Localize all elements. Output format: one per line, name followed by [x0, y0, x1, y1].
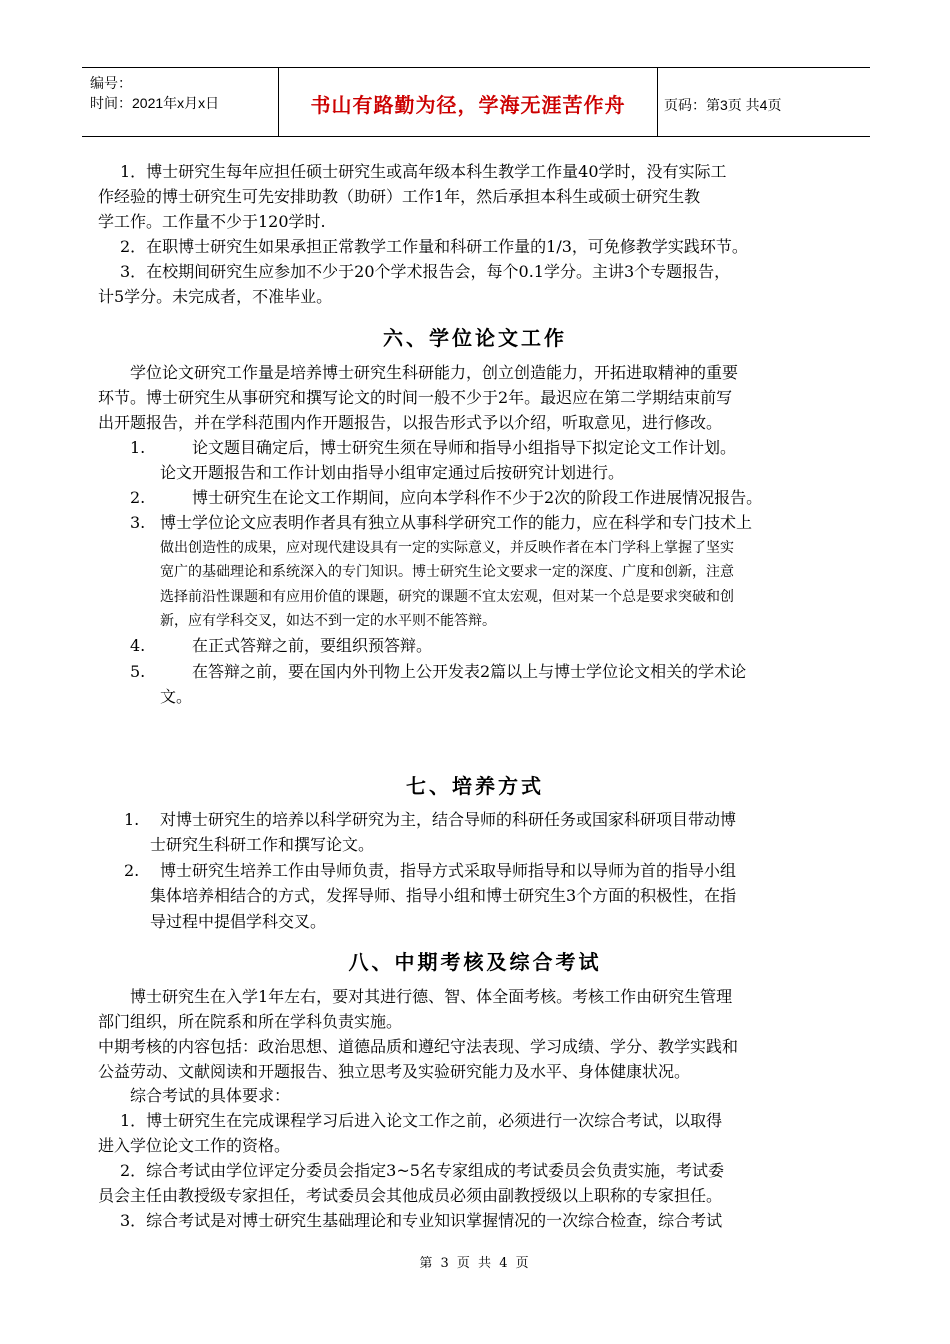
- sec8-line-8: 2．综合考试由学位评定分委员会指定3~5名专家组成的考试委员会负责实施，考试委: [120, 1161, 724, 1180]
- sec8-line-7: 进入学位论文工作的资格。: [98, 1136, 291, 1155]
- sec6-para-line-2: 环节。博士研究生从事研究和撰写论文的时间一般不少于2年。最迟应在第二学期结束前写: [98, 388, 733, 407]
- section-8-title: 八、中期考核及综合考试: [348, 950, 602, 974]
- sec6-item-5-line-2: 文。: [160, 687, 193, 706]
- sec6-para-line-3: 出开题报告，并在学科范围内作开题报告，以报告形式予以介绍，听取意见，进行修改。: [98, 413, 723, 432]
- sec6-item-3-line-2: 做出创造性的成果，应对现代建设具有一定的实际意义，并反映作者在本门学科上掌握了坚实: [160, 540, 734, 556]
- sec6-item-2-number: 2.: [130, 488, 146, 507]
- intro-item-2-line-1: 2．在职博士研究生如果承担正常教学工作量和科研工作量的1/3，可免修教学实践环节。: [120, 237, 748, 256]
- sec8-line-9: 员会主任由教授级专家担任，考试委员会其他成员必须由副教授级以上职称的专家担任。: [98, 1186, 723, 1205]
- sec6-item-5-line-1: 在答辩之前，要在国内外刊物上公开发表2篇以上与博士学位论文相关的学术论: [192, 662, 747, 681]
- sec6-item-4-number: 4.: [130, 636, 146, 655]
- sec7-item-1-line-1: 对博士研究生的培养以科学研究为主，结合导师的科研任务或国家科研项目带动博: [160, 810, 737, 829]
- sec7-item-2-line-1: 博士研究生培养工作由导师负责，指导方式采取导师指导和以导师为首的指导小组: [160, 861, 737, 880]
- sec6-item-4-line-1: 在正式答辩之前，要组织预答辩。: [192, 636, 433, 655]
- sec6-item-3-number: 3.: [130, 513, 146, 532]
- sec6-item-3-line-1: 博士学位论文应表明作者具有独立从事科学研究工作的能力，应在科学和专门技术上: [160, 513, 753, 532]
- intro-item-3-line-1: 3．在校期间研究生应参加不少于20个学术报告会，每个0.1学分。主讲3个专题报告，: [120, 262, 731, 281]
- sec6-item-3-line-5: 新，应有学科交叉，如达不到一定的水平则不能答辩。: [160, 613, 496, 629]
- sec6-item-1-number: 1.: [130, 438, 146, 457]
- header-page-cell: [658, 68, 870, 136]
- sec8-line-4: 公益劳动、文献阅读和开题报告、独立思考及实验研究能力及水平、身体健康状况。: [98, 1062, 691, 1081]
- sec7-item-2-line-2: 集体培养相结合的方式，发挥导师、指导小组和博士研究生3个方面的积极性，在指: [150, 886, 737, 905]
- section-7-title: 七、培养方式: [406, 774, 544, 798]
- sec6-item-3-line-3: 宽广的基础理论和系统深入的专门知识。博士研究生论文要求一定的深度、广度和创新，注意: [160, 564, 734, 580]
- sec7-item-2-number: 2.: [124, 861, 140, 880]
- sec8-line-1: 博士研究生在入学1年左右，要对其进行德、智、体全面考核。考核工作由研究生管理: [130, 987, 733, 1006]
- document-number-label: 编号：: [90, 75, 132, 91]
- header-page-label: 页码：第3页 共4页: [664, 97, 782, 113]
- intro-item-1-line-1: 1．博士研究生每年应担任硕士研究生或高年级本科生教学工作量40学时，没有实际工: [120, 162, 727, 181]
- sec8-line-3: 中期考核的内容包括：政治思想、道德品质和遵纪守法表现、学习成绩、学分、教学实践和: [98, 1037, 739, 1056]
- intro-item-1-line-2: 作经验的博士研究生可先安排助教（助研）工作1年，然后承担本科生或硕士研究生教: [98, 187, 701, 206]
- page-footer: 第 3 页 共 4 页: [419, 1256, 531, 1271]
- sec6-item-1-line-2: 论文开题报告和工作计划由指导小组审定通过后按研究计划进行。: [160, 463, 625, 482]
- header-motto-cell: [279, 68, 658, 136]
- sec8-line-5: 综合考试的具体要求：: [130, 1086, 291, 1105]
- document-time-label: 时间：2021年x月x日: [90, 95, 220, 111]
- page-header: [82, 67, 870, 137]
- sec6-para-line-1: 学位论文研究工作量是培养博士研究生科研能力，创立创造能力，开拓进取精神的重要: [130, 363, 739, 382]
- header-left-cell: [82, 68, 279, 136]
- header-motto: 书山有路勤为径，学海无涯苦作舟: [310, 93, 626, 117]
- intro-item-1-line-3: 学工作。工作量不少于120学时.: [98, 212, 326, 231]
- sec6-item-5-number: 5.: [130, 662, 146, 681]
- sec6-item-1-line-1: 论文题目确定后，博士研究生须在导师和指导小组指导下拟定论文工作计划。: [192, 438, 737, 457]
- sec6-item-3-line-4: 选择前沿性课题和有应用价值的课题，研究的课题不宜太宏观，但对某一个总是要求突破和创: [160, 589, 734, 605]
- intro-item-3-line-2: 计5学分。未完成者，不准毕业。: [98, 287, 333, 306]
- sec7-item-1-line-2: 士研究生科研工作和撰写论文。: [150, 835, 375, 854]
- sec7-item-1-number: 1.: [124, 810, 140, 829]
- sec8-line-2: 部门组织，所在院系和所在学科负责实施。: [98, 1012, 403, 1031]
- sec8-line-10: 3．综合考试是对博士研究生基础理论和专业知识掌握情况的一次综合检查，综合考试: [120, 1211, 723, 1230]
- sec6-item-2-line-1: 博士研究生在论文工作期间，应向本学科作不少于2次的阶段工作进展情况报告。: [192, 488, 763, 507]
- sec7-item-2-line-3: 导过程中提倡学科交叉。: [150, 912, 327, 931]
- sec8-line-6: 1．博士研究生在完成课程学习后进入论文工作之前，必须进行一次综合考试，以取得: [120, 1111, 723, 1130]
- section-6-title: 六、学位论文工作: [383, 326, 567, 350]
